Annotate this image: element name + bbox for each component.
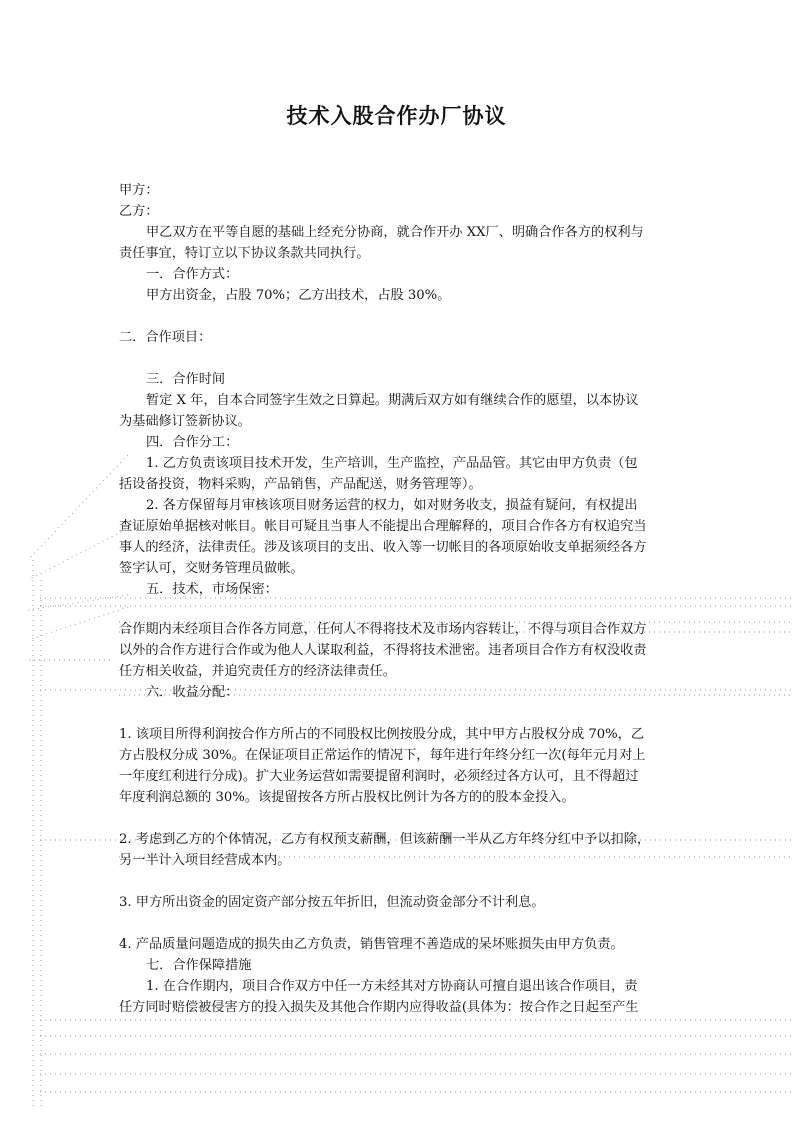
preamble-line-1: 甲乙双方在平等自愿的基础上经充分协商，就合作开办 XX厂、明确合作各方的权利与: [146, 225, 644, 240]
section-6-item-4: 4. 产品质量问题造成的损失由乙方负责，销售管理不善造成的呆坏账损失由甲方负责。: [119, 937, 624, 952]
preamble-line-2: 责任事宜，特订立以下协议条款共同执行。: [119, 246, 370, 261]
section-3-line-1: 暂定 X 年，自本合同签字生效之日算起。期满后双方如有继续合作的愿望，以本协议: [146, 393, 639, 408]
section-6-item-2-line-2: 另一半计入项目经营成本内。: [119, 853, 291, 868]
section-6-item-2-line-1: 2. 考虑到乙方的个体情况，乙方有权预支薪酬，但该薪酬一半从乙方年终分红中予以扣除，: [119, 832, 651, 847]
section-7-item-1-line-2: 任方同时赔偿被侵害方的投入损失及其他合作期内应得收益(具体为：按合作之日起至产生: [119, 1000, 639, 1015]
section-6-item-1-line-1: 1. 该项目所得利润按合作方所占的不同股权比例按股分成，其中甲方占股权分成 70%，乙: [119, 727, 645, 742]
section-7-heading: 七．合作保障措施: [146, 958, 252, 973]
section-4-heading: 四．合作分工：: [146, 435, 239, 450]
section-4-item-2-line-3: 事人的经济，法律责任。涉及该项目的支出、收入等一切帐目的各项原始收支单据须经各方: [119, 540, 647, 555]
section-4-item-2-line-1: 2. 各方保留每月审核该项目财务运营的权力，如对财务收支，损益有疑问，有权提出: [146, 498, 638, 513]
section-4-item-2-line-2: 查证原始单据核对帐目。帐目可疑且当事人不能提出合理解释的，项目合作各方有权追究当: [119, 519, 647, 534]
section-4-item-1-line-2: 括设备投资，物料采购，产品销售，产品配送，财务管理等）。: [119, 477, 482, 492]
section-5-line-1: 合作期内未经项目合作各方同意，任何人不得将技术及市场内容转让，不得与项目合作双方: [119, 622, 647, 637]
document-title: 技术入股合作办厂协议: [286, 103, 507, 128]
section-6-heading: 六．收益分配：: [146, 685, 239, 700]
section-2-heading: 二．合作项目：: [119, 330, 212, 345]
section-4-item-1-line-1: 1. 乙方负责该项目技术开发，生产培训，生产监控，产品品管。其它由甲方负责（包: [146, 456, 638, 471]
section-1-text: 甲方出资金，占股 70%；乙方出技术，占股 30%。: [146, 288, 451, 303]
section-5-heading: 五．技术，市场保密：: [146, 582, 278, 597]
section-4-item-2-line-4: 签字认可，交财务管理员做帐。: [119, 561, 304, 576]
section-5-line-3: 任方相关收益，并追究责任方的经济法律责任。: [119, 664, 396, 679]
section-5-line-2: 以外的合作方进行合作或为他人人谋取利益，不得将技术泄密。违者项目合作方有权没收责: [119, 643, 647, 658]
party-b-line: 乙方：: [119, 204, 159, 219]
section-6-item-3: 3. 甲方所出资金的固定资产部分按五年折旧，但流动资金部分不计利息。: [119, 895, 545, 910]
section-7-item-1-line-1: 1. 在合作期内，项目合作双方中任一方未经其对方协商认可擅自退出该合作项目，责: [146, 979, 638, 994]
section-3-heading: 三．合作时间: [146, 372, 226, 387]
section-6-item-1-line-2: 方占股权分成 30%。在保证项目正常运作的情况下，每年进行年终分红一次(每年元月对上: [119, 748, 646, 763]
section-6-item-1-line-3: 一年度红利进行分成)。扩大业务运营如需要提留利润时，必须经过各方认可，且不得超过: [119, 769, 639, 784]
section-1-heading: 一．合作方式：: [146, 267, 239, 282]
party-a-line: 甲方：: [119, 183, 159, 198]
section-3-line-2: 为基础修订签新协议。: [119, 414, 251, 429]
section-6-item-1-line-4: 年度利润总额的 30%。该提留按各方所占股权比例计为各方的的股本金投入。: [119, 790, 575, 805]
